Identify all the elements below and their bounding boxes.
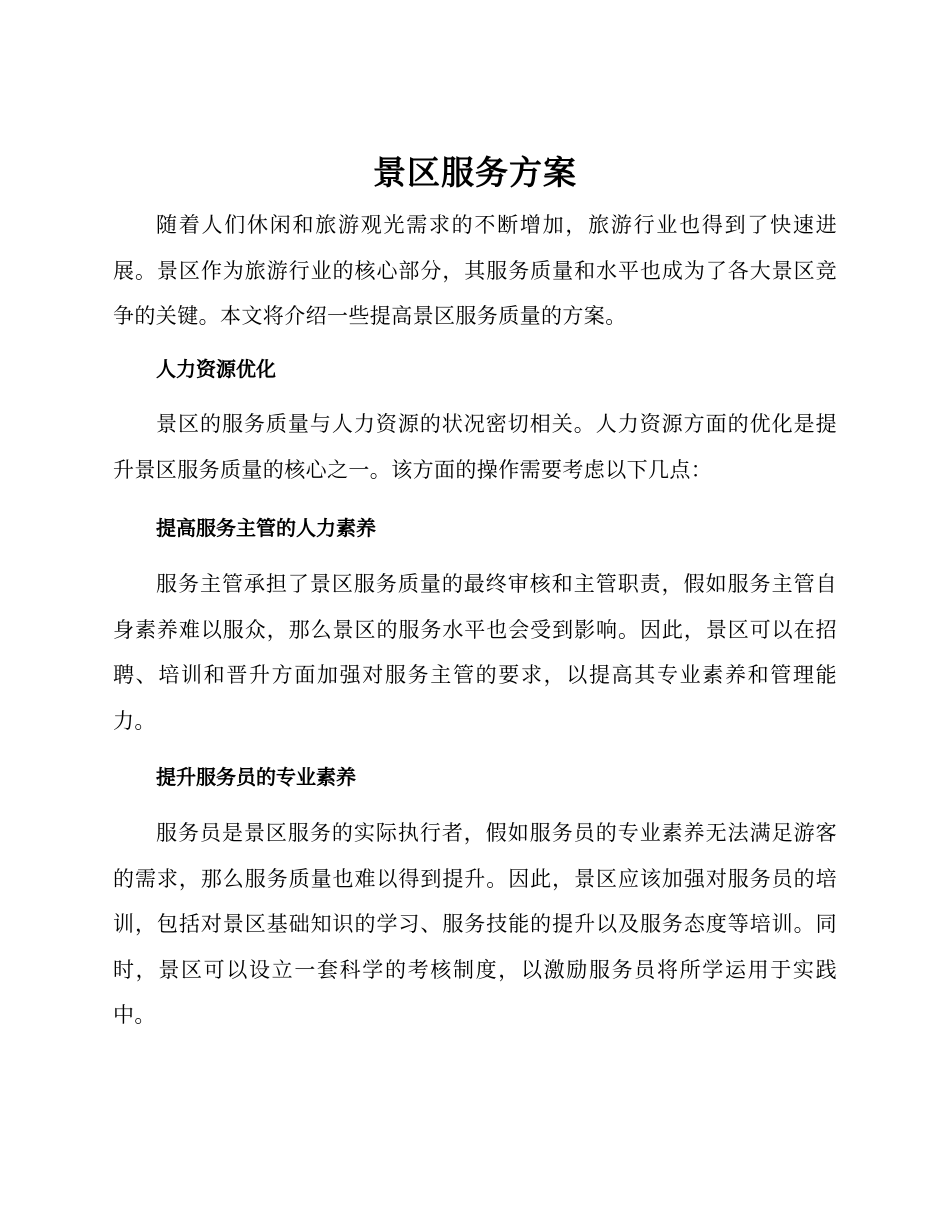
section-body-staff-quality: 服务员是景区服务的实际执行者，假如服务员的专业素养无法满足游客的需求，那么服务质量也难以得到提升。因此，景区应该加强对服务员的培训，包括对景区基础知识的学习、服务技能的提升以及服务态度等培训。同时，景区可以设立一套科学的考核制度，以激励服务员将所学运用于实践中。: [113, 821, 837, 1027]
section-body-supervisor-quality: 服务主管承担了景区服务质量的最终审核和主管职责，假如服务主管自身素养难以服众，那么景区的服务水平也会受到影响。因此，景区可以在招聘、培训和晋升方面加强对服务主管的要求，以提高其专业素养和管理能力。: [113, 572, 837, 733]
intro-paragraph: 随着人们休闲和旅游观光需求的不断增加，旅游行业也得到了快速进展。景区作为旅游行业的核心部分，其服务质量和水平也成为了各大景区竞争的关键。本文将介绍一些提高景区服务质量的方案。: [113, 213, 837, 328]
section-heading-supervisor-quality: 提高服务主管的人力素养: [156, 516, 376, 540]
document-title: 景区服务方案: [373, 153, 577, 192]
section-heading-staff-quality: 提升服务员的专业素养: [156, 765, 356, 789]
section-heading-hr-optimization: 人力资源优化: [156, 357, 276, 381]
section-body-hr-optimization: 景区的服务质量与人力资源的状况密切相关。人力资源方面的优化是提升景区服务质量的核心之一。该方面的操作需要考虑以下几点：: [113, 412, 837, 482]
